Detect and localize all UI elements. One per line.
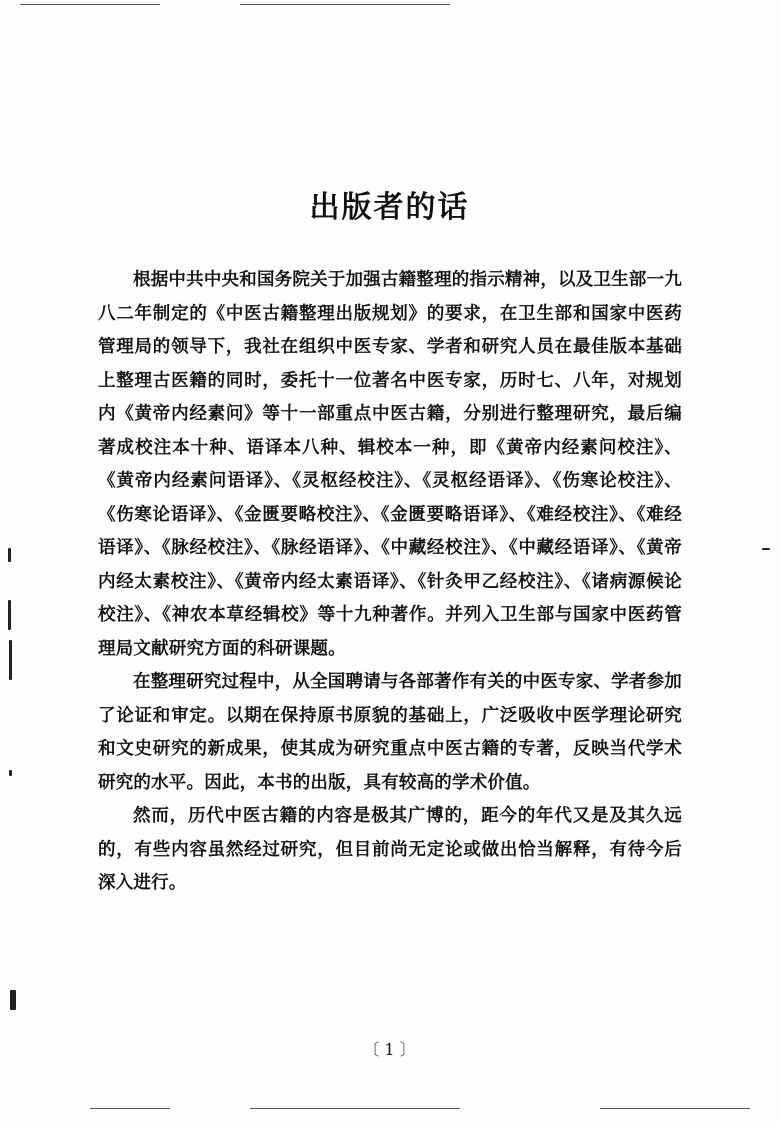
scan-artifact-speck: [9, 640, 12, 680]
scan-artifact-bottom-line: [250, 1108, 460, 1109]
scan-artifact-speck: [9, 770, 12, 776]
page-title: 出版者的话: [309, 190, 470, 225]
scan-artifact-speck: [8, 600, 11, 630]
scan-artifact-top-line: [20, 4, 160, 5]
body-text: [98, 264, 682, 901]
scan-artifact-speck: [10, 990, 16, 1010]
scan-artifact-speck: [762, 548, 770, 550]
scan-artifact-speck: [8, 548, 11, 562]
scan-artifact-bottom-line-3: [600, 1108, 750, 1109]
paragraph: 在整理研究过程中，从全国聘请与各部著作有关的中医专家、学者参加了论证和审定。以期在保持原书原貌的基础上，广泛吸收中医学理论研究和文史研究的新成果，使其成为研究重点中医古籍的专著，反映当代学术研究的水平。因此，本书的出版，具有较高的学术价值。: [98, 672, 682, 793]
paragraph: 然而，历代中医古籍的内容是极其广博的，距今的年代又是及其久远的，有些内容虽然经过研究，但目前尚无定论或做出恰当解释，有待今后深入进行。: [98, 806, 682, 893]
scan-artifact-bottom-line-2: [90, 1108, 170, 1109]
paragraph: 根据中共中央和国务院关于加强古籍整理的指示精神，以及卫生部一九八二年制定的《中医古籍整理出版规划》的要求，在卫生部和国家中医药管理局的领导下，我社在组织中医专家、学者和研究人员在最佳版本基础上整理古医籍的同时，委托十一位著名中医专家，历时七、八年，对规划内《黄帝内经素问》等十一部重点中医古籍，分别进行整理研究，最后编著成校注本十种、语译本八种、辑校本一种，即《黄帝内经素问校注》、《黄帝内经素问语译》、《灵枢经校注》、《灵枢经语译》、《伤寒论校注》、《伤寒论语译》、《金匮要略校注》、《金匮要略语译》、《难经校注》、《难经语译》、《脉经校注》、《脉经语译》、《中藏经校注》、《中藏经语译》、《黄帝内经太素校注》、《黄帝内经太素语译》、《针灸甲乙经校注》、《诸病源候论校注》、《神农本草经辑校》等十九种著作。并列入卫生部与国家中医药管理局文献研究方面的科研课题。: [98, 270, 682, 659]
page-number: 〔 1 〕: [363, 1040, 416, 1059]
scan-artifact-top-line-2: [240, 4, 450, 5]
